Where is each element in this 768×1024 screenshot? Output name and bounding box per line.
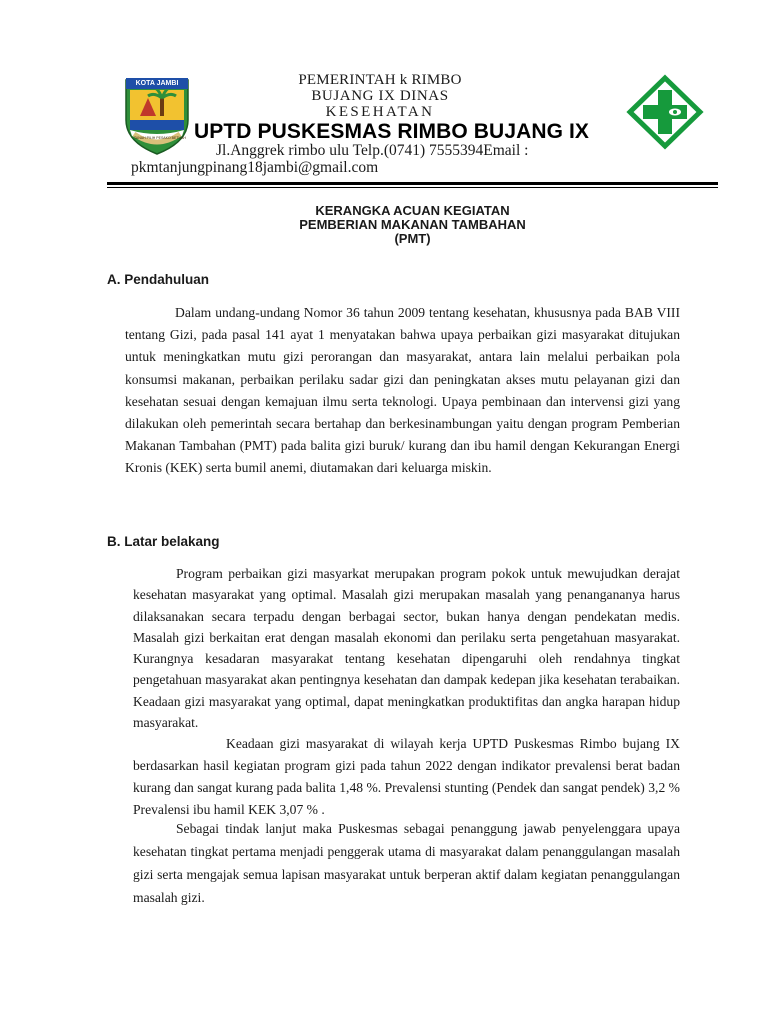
section-b-heading: B. Latar belakang bbox=[107, 534, 220, 549]
section-a-paragraph: Dalam undang-undang Nomor 36 tahun 2009 tentang kesehatan, khususnya pada BAB VIII tentang Gizi, pada pasal 141 ayat 1 menyatakan bahwa upaya perbaikan gizi masyarakat ditujukan untuk meningkatkan mutu gizi perorangan dan masyarakat, antara lain melalui perbaikan pola konsumsi makanan, perbaikan perilaku sadar gizi dan peningkatan akses mutu pelayanan gizi dan kesehatan sesuai dengan kemajuan ilmu serta teknologi. Upaya pembinaan dan intervensi gizi yang dilakukan oleh pemerintah secara bertahap dan berkesinambungan yaitu dengan program Pemberian Makanan Tambahan (PMT) pada balita gizi buruk/ kurang dan ibu hamil dengan Kekurangan Energi Kronis (KEK) serta bumil anemi, diutamakan dari keluarga miskin. bbox=[125, 305, 680, 476]
emblem-banner: KOTA JAMBI bbox=[126, 78, 188, 89]
puskesmas-logo bbox=[626, 74, 704, 150]
section-b-paragraph-3: Sebagai tindak lanjut maka Puskesmas sebagai penanggung jawab penyelenggara upaya kesehatan tingkat pertama menjadi penggerak utama di masyarakat dalam penanggulangan masalah gizi serta mengajak semua lapisan masyarakat untuk berperan aktif dalam kegiatan penanggulangan masalah gizi. bbox=[133, 821, 680, 905]
institution-name: UPTD PUSKESMAS RIMBO BUJANG IX bbox=[194, 120, 590, 143]
kota-jambi-emblem bbox=[118, 76, 196, 156]
section-b-paragraph-1: Program perbaikan gizi masyarkat merupakan program pokok untuk mewujudkan derajat kesehatan masyarakat yang optimal. Masalah gizi merupakan masalah yang penangananya harus dilaksanakan secara terpadu dengan berbagai sector, bukan hanya dengan pendekatan medis. Masalah gizi berkaitan erat dengan masalah ekonomi dan perilaku serta pengetahuan masyarakat. Kurangnya kesadaran masyarakat tentang kesehatan dipengaruhi oleh rendahnya tingkat pengetahuan masyarakat akan pentingnya kesehatan dan dampak kedepan jika kesehatan terabaikan. Keadaan gizi masyarakat yang optimal, dapat meningkatkan produktifitas dan angka harapan hidup masyarakat. bbox=[133, 566, 680, 731]
address-line: Jl.Anggrek rimbo ulu Telp.(0741) 7555394Email : bbox=[216, 142, 529, 159]
section-a-heading: A. Pendahuluan bbox=[107, 272, 210, 287]
letterhead-divider-thin bbox=[107, 187, 718, 188]
emblem-motto: TANAH PILIH PESAKO BETUAH bbox=[134, 136, 186, 140]
letterhead-line-3: KESEHATAN bbox=[325, 104, 435, 120]
letterhead-divider-thick bbox=[107, 182, 718, 185]
email-line: pkmtanjungpinang18jambi@gmail.com bbox=[131, 159, 379, 176]
document-title-line-2: PEMBERIAN MAKANAN TAMBAHAN bbox=[299, 217, 526, 232]
letterhead-line-2: BUJANG IX DINAS bbox=[311, 88, 449, 104]
letterhead-line-1: PEMERINTAH k RIMBO bbox=[298, 72, 462, 88]
document-title-line-3: (PMT) bbox=[394, 231, 431, 246]
document-title-line-1: KERANGKA ACUAN KEGIATAN bbox=[315, 203, 510, 218]
section-b-paragraph-2: Keadaan gizi masyarakat di wilayah kerja UPTD Puskesmas Rimbo bujang IX berdasarkan hasil kegiatan program gizi pada tahun 2022 dengan indikator prevalensi berat badan kurang dan sangat kurang pada balita 1,48 %. Prevalensi stunting (Pendek dan sangat pendek) 3,2 % Prevalensi ibu hamil KEK 3,07 % . bbox=[133, 736, 680, 817]
